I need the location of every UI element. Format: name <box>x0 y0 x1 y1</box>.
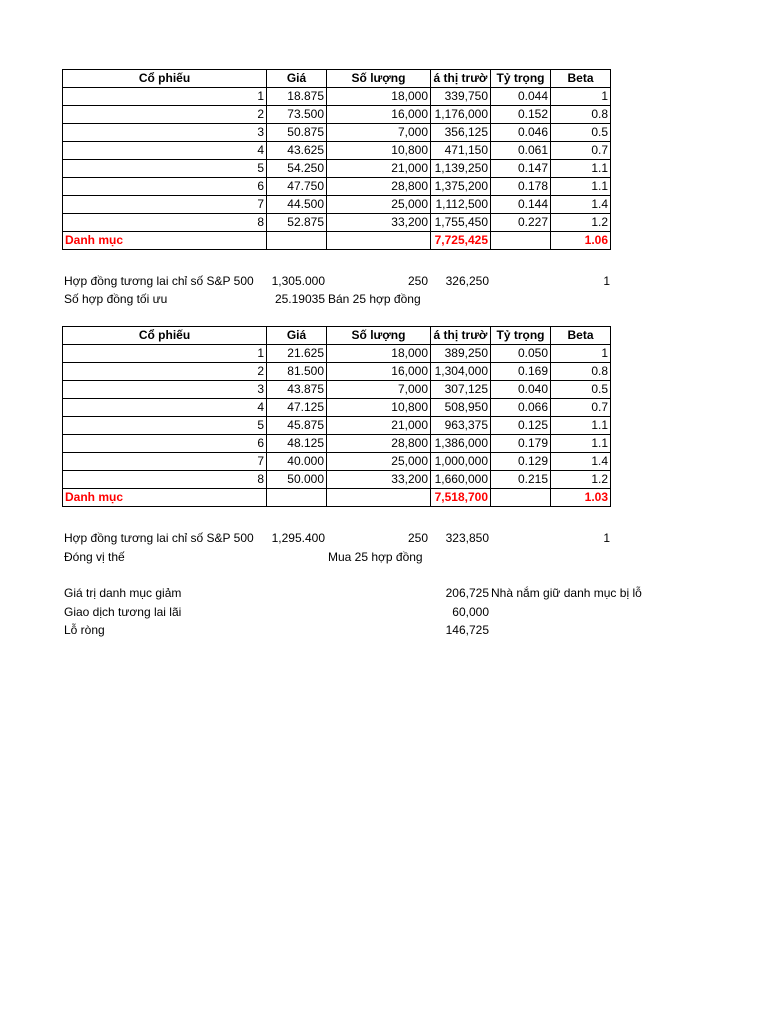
price-cell: 54.250 <box>267 160 327 178</box>
table-row <box>63 196 611 214</box>
cell <box>491 232 551 250</box>
total-beta: 1.03 <box>551 489 611 507</box>
weight-cell: 0.169 <box>491 363 551 381</box>
table-row <box>63 381 611 399</box>
weight-cell: 0.066 <box>491 399 551 417</box>
beta-cell: 0.5 <box>551 381 611 399</box>
table-row <box>63 399 611 417</box>
stock-index-cell: 5 <box>63 417 267 435</box>
table-row <box>63 142 611 160</box>
table-row <box>63 453 611 471</box>
cell <box>267 232 327 250</box>
beta-cell: 1.4 <box>551 453 611 471</box>
beta-cell: 1 <box>551 88 611 106</box>
stock-index-cell: 5 <box>63 160 267 178</box>
futures-2-price: 1,295.400 <box>271 531 325 545</box>
stock-index-cell: 7 <box>63 453 267 471</box>
net-value: 146,725 <box>445 623 489 637</box>
quantity-cell: 7,000 <box>327 124 431 142</box>
futures-1-value: 326,250 <box>445 274 489 288</box>
header-beta: Beta <box>551 327 611 345</box>
futures-1-label: Hợp đồng tương lai chỉ số S&P 500 <box>64 274 254 288</box>
table-row <box>63 345 611 363</box>
close-position-action: Mua 25 hợp đồng <box>328 550 423 564</box>
beta-cell: 1 <box>551 345 611 363</box>
portfolio-table-1 <box>62 69 611 250</box>
price-cell: 47.750 <box>267 178 327 196</box>
total-row <box>63 489 611 507</box>
price-cell: 73.500 <box>267 106 327 124</box>
beta-cell: 1.1 <box>551 417 611 435</box>
optimal-value: 25.19035 <box>274 292 325 306</box>
total-value: 7,725,425 <box>431 232 491 250</box>
market-value-cell: 963,375 <box>431 417 491 435</box>
quantity-cell: 18,000 <box>327 88 431 106</box>
header-weight: Tỷ trọng <box>491 70 551 88</box>
weight-cell: 0.147 <box>491 160 551 178</box>
futures-2-beta: 1 <box>603 531 610 545</box>
stock-index-cell: 1 <box>63 345 267 363</box>
total-value: 7,518,700 <box>431 489 491 507</box>
total-label: Danh mục <box>63 489 267 507</box>
beta-cell: 1.2 <box>551 214 611 232</box>
market-value-cell: 389,250 <box>431 345 491 363</box>
total-label: Danh mục <box>63 232 267 250</box>
total-row <box>63 232 611 250</box>
market-value-cell: 508,950 <box>431 399 491 417</box>
stock-index-cell: 7 <box>63 196 267 214</box>
cell <box>327 232 431 250</box>
futures-2-label: Hợp đồng tương lai chỉ số S&P 500 <box>64 531 254 545</box>
header-market-value: á thị trườ <box>431 327 491 345</box>
gain-label: Giao dịch tương lai lãi <box>64 605 182 619</box>
portfolio-table-2 <box>62 326 611 507</box>
stock-index-cell: 2 <box>63 106 267 124</box>
stock-index-cell: 6 <box>63 178 267 196</box>
price-cell: 21.625 <box>267 345 327 363</box>
header-stock: Cổ phiếu <box>63 327 267 345</box>
table-row <box>63 471 611 489</box>
weight-cell: 0.050 <box>491 345 551 363</box>
futures-2-multiplier: 250 <box>407 531 428 545</box>
beta-cell: 1.4 <box>551 196 611 214</box>
quantity-cell: 25,000 <box>327 453 431 471</box>
header-stock: Cổ phiếu <box>63 70 267 88</box>
table-row <box>63 363 611 381</box>
market-value-cell: 1,375,200 <box>431 178 491 196</box>
price-cell: 43.875 <box>267 381 327 399</box>
beta-cell: 1.1 <box>551 435 611 453</box>
header-quantity: Số lượng <box>327 70 431 88</box>
table-row <box>63 417 611 435</box>
quantity-cell: 33,200 <box>327 214 431 232</box>
weight-cell: 0.179 <box>491 435 551 453</box>
stock-index-cell: 1 <box>63 88 267 106</box>
weight-cell: 0.061 <box>491 142 551 160</box>
weight-cell: 0.152 <box>491 106 551 124</box>
weight-cell: 0.144 <box>491 196 551 214</box>
price-cell: 50.000 <box>267 471 327 489</box>
beta-cell: 1.2 <box>551 471 611 489</box>
price-cell: 81.500 <box>267 363 327 381</box>
market-value-cell: 1,660,000 <box>431 471 491 489</box>
futures-1-multiplier: 250 <box>407 274 428 288</box>
quantity-cell: 18,000 <box>327 345 431 363</box>
decline-value: 206,725 <box>445 586 489 600</box>
market-value-cell: 1,112,500 <box>431 196 491 214</box>
table-row <box>63 214 611 232</box>
weight-cell: 0.215 <box>491 471 551 489</box>
net-label: Lỗ ròng <box>64 623 105 637</box>
gain-value: 60,000 <box>452 605 489 619</box>
price-cell: 48.125 <box>267 435 327 453</box>
quantity-cell: 10,800 <box>327 399 431 417</box>
market-value-cell: 1,386,000 <box>431 435 491 453</box>
cell <box>491 489 551 507</box>
stock-index-cell: 6 <box>63 435 267 453</box>
futures-1-price: 1,305.000 <box>271 274 325 288</box>
quantity-cell: 25,000 <box>327 196 431 214</box>
quantity-cell: 33,200 <box>327 471 431 489</box>
weight-cell: 0.125 <box>491 417 551 435</box>
header-row <box>63 70 611 88</box>
beta-cell: 1.1 <box>551 178 611 196</box>
price-cell: 52.875 <box>267 214 327 232</box>
market-value-cell: 1,304,000 <box>431 363 491 381</box>
decline-note: Nhà nắm giữ danh mục bị lỗ <box>491 586 642 600</box>
price-cell: 47.125 <box>267 399 327 417</box>
market-value-cell: 307,125 <box>431 381 491 399</box>
quantity-cell: 21,000 <box>327 417 431 435</box>
header-beta: Beta <box>551 70 611 88</box>
quantity-cell: 7,000 <box>327 381 431 399</box>
weight-cell: 0.178 <box>491 178 551 196</box>
stock-index-cell: 8 <box>63 214 267 232</box>
price-cell: 43.625 <box>267 142 327 160</box>
table-row <box>63 88 611 106</box>
market-value-cell: 1,139,250 <box>431 160 491 178</box>
stock-index-cell: 3 <box>63 381 267 399</box>
price-cell: 44.500 <box>267 196 327 214</box>
weight-cell: 0.046 <box>491 124 551 142</box>
weight-cell: 0.129 <box>491 453 551 471</box>
total-beta: 1.06 <box>551 232 611 250</box>
quantity-cell: 16,000 <box>327 363 431 381</box>
table-row <box>63 178 611 196</box>
decline-label: Giá trị danh mục giảm <box>64 586 182 600</box>
price-cell: 40.000 <box>267 453 327 471</box>
price-cell: 18.875 <box>267 88 327 106</box>
header-quantity: Số lượng <box>327 327 431 345</box>
stock-index-cell: 4 <box>63 142 267 160</box>
beta-cell: 0.8 <box>551 363 611 381</box>
quantity-cell: 16,000 <box>327 106 431 124</box>
beta-cell: 0.7 <box>551 142 611 160</box>
price-cell: 45.875 <box>267 417 327 435</box>
market-value-cell: 471,150 <box>431 142 491 160</box>
stock-index-cell: 8 <box>63 471 267 489</box>
price-cell: 50.875 <box>267 124 327 142</box>
quantity-cell: 28,800 <box>327 178 431 196</box>
market-value-cell: 339,750 <box>431 88 491 106</box>
optimal-label: Số hợp đồng tối ưu <box>64 292 168 306</box>
table-row <box>63 435 611 453</box>
weight-cell: 0.040 <box>491 381 551 399</box>
weight-cell: 0.044 <box>491 88 551 106</box>
optimal-action: Bán 25 hợp đồng <box>328 292 421 306</box>
header-row <box>63 327 611 345</box>
beta-cell: 0.5 <box>551 124 611 142</box>
header-price: Giá <box>267 327 327 345</box>
close-position-label: Đóng vị thế <box>64 550 125 564</box>
stock-index-cell: 2 <box>63 363 267 381</box>
table-row <box>63 124 611 142</box>
quantity-cell: 21,000 <box>327 160 431 178</box>
beta-cell: 0.8 <box>551 106 611 124</box>
cell <box>267 489 327 507</box>
header-price: Giá <box>267 70 327 88</box>
quantity-cell: 28,800 <box>327 435 431 453</box>
cell <box>327 489 431 507</box>
market-value-cell: 1,755,450 <box>431 214 491 232</box>
stock-index-cell: 4 <box>63 399 267 417</box>
futures-1-beta: 1 <box>603 274 610 288</box>
weight-cell: 0.227 <box>491 214 551 232</box>
table-row <box>63 160 611 178</box>
market-value-cell: 356,125 <box>431 124 491 142</box>
header-weight: Tỷ trọng <box>491 327 551 345</box>
quantity-cell: 10,800 <box>327 142 431 160</box>
beta-cell: 1.1 <box>551 160 611 178</box>
futures-2-value: 323,850 <box>445 531 489 545</box>
market-value-cell: 1,176,000 <box>431 106 491 124</box>
beta-cell: 0.7 <box>551 399 611 417</box>
header-market-value: á thị trườ <box>431 70 491 88</box>
market-value-cell: 1,000,000 <box>431 453 491 471</box>
table-row <box>63 106 611 124</box>
stock-index-cell: 3 <box>63 124 267 142</box>
